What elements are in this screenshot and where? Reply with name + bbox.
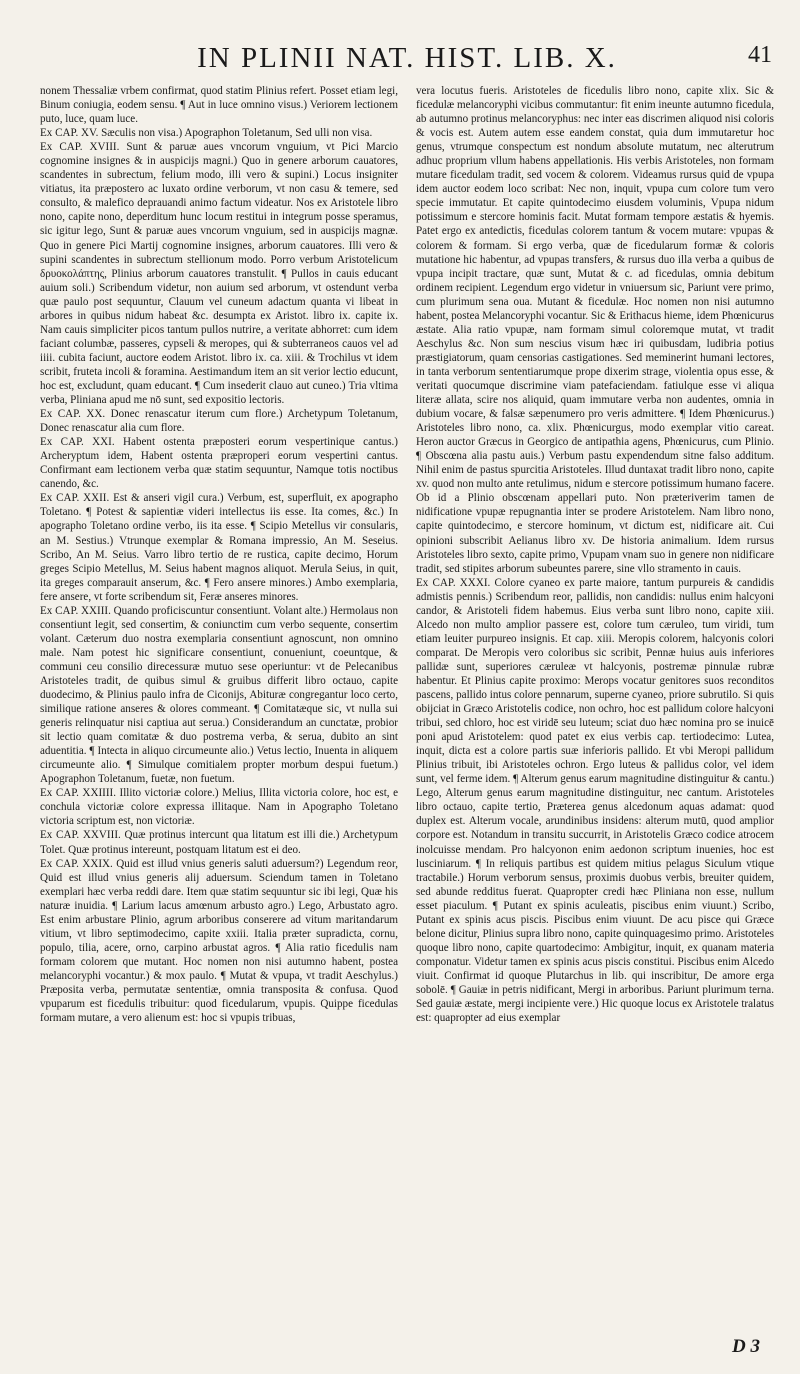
paragraph: nonem Thessaliæ vrbem confirmat, quod statim Plinius refert. Posset etiam legi, Binum coniugia, eodem sensu. ¶ Aut in luce omnino visus.) Veriorem lectionem puto, luce, quam luce. [40, 85, 398, 126]
right-column [416, 84, 774, 1344]
running-title: IN PLINII NAT. HIST. LIB. X. [197, 42, 617, 74]
paragraph: Ex CAP. XXII. Est & anseri vigil cura.) Verbum, est, superfluit, ex apographo Toletano. ¶ Potest & sapientiæ videri intellectus iis esse. Ita comes, &c.) In apographo Toletano ordine verbo, iis ita esse. ¶ Scipio Metellus vir consularis, an M. Sestius.) Vtrunque exemplar & Romana impressio, An M. Seseius. Scribo, An M. Seius. Varro libro tertio de re rustica, capite decimo, Horum greges Scipio Metellus, M. Seius habent magnos aliquot. Merula Seius, in quit, ita greges comparauit anserum, &c. ¶ Fero ansere minores.) Ambo exemplaria, fere ansere, vt forte scribendum sit, Feræ anseres minores. [40, 492, 398, 603]
paragraph: Ex CAP. XXXI. Colore cyaneo ex parte maiore, tantum purpureis & candidis admistis pennis.) Scribendum reor, pallidis, non candidis: nullus enim halcyoni candor, & Aristoteli fidem habemus. Eius verba sunt libro nono, capite xiii. Alcedo non multo amplior passere est, colore tum cæruleo, tum viridi, tum etiam leuiter purpureo insignis. Et cap. xiii. Meropis colorem, halcyonis colori comparat. De Meropis vero coloribus sic scribit, Pennæ huius auis inferiores pallidæ sunt, superiores cæruleæ vt halcyonis, postremæ pinnulæ rubræ habentur. Et Plinius capite proximo: Merops vocatur genitores suos reconditos pascens, pallido intus colore pennarum, superne cyaneo, priore subrutilo. Si quis obijciat in Græco Aristotelis codice, non ochro, hoc est pallidum colore halcyoni tribui, sed chloro, hoc est viridē seu luteum; sciat duo hæc nomina pro se inuicē poni apud Aristotelem: quod patet ex eius verbis cap. tertiodecimo: Lutea, inquit, dicta est a colore partis suæ inferioris pallido. Et vbi Meropi pallidum Plinius tribuit, ibi Aristoteles ochron. Ergo luteus & pallidus color, vel idem sunt, vel ferme idem. ¶ Alterum genus earum magnitudine distinguitur & cantu.) Lego, Alterum genus earum magnitudine distinguitur, nec cantum. Aristoteles libro octauo, capite tertio, Præterea genus alcedonum aquas adamat: quod duplex est. Alterum vocale, arundinibus insidens: alterum mutū, quod amplior corpore est. Notandum in transitu succurrit, in Aristotelis Græco codice atrocem inolcuisse mendam. Pro halcyonon enim aedonon scriptum inuenies, hoc est lusciniarum. ¶ In reliquis partibus est quidem mitius pelagus Siculum vtique tractabile.) Horum verborum sensus, proximis duobus verbis, breuiter quidem, sed abunde redditus fuerat. Quapropter credi hæc Pliniana non esse, nullum esset piaculum. ¶ Putant ex spinis aculeatis, piscibus enim viuunt.) Scribo, Putant ex spinis acus piscis. Piscibus enim viuunt. De acu pisce qui Græce belone dicitur, Plinius supra libro nono, capite quinquagesimo primo. Aristoteles quoque libro nono, capite quartodecimo: Ambigitur, inquit, ex quanam materia componatur. Videtur tamen ex spinis acus piscis constitui. Piscibus enim Alcedo viuit. Confirmat id quoque Plutarchus in lib. qui inscribitur, De amore erga sobolē. ¶ Gauiæ in petris nidificant, Mergi in arboribus. Pariunt plurimum terna. Sed gauiæ æstate, mergi incipiente vere.) Hic quoque locus ex Aristotele tralatus est: quapropter ad eius exemplar [416, 576, 774, 1025]
paragraph: Ex CAP. XXVIII. Quæ protinus intercunt qua litatum est illi die.) Archetypum Tolet. Quæ protinus intereunt, postquam litatum est ei deo. [40, 829, 398, 856]
paragraph: Ex CAP. XX. Donec renascatur iterum cum flore.) Archetypum Toletanum, Donec renascatur alia cum flore. [40, 408, 398, 435]
page-number: 41 [748, 42, 772, 68]
paragraph: Ex CAP. XXIIII. Illito victoriæ colore.) Melius, Illita victoria colore, hoc est, e conchula victoriæ colore expressa illitaque. Nam in Apographo Toletano victoria scriptum est, non victoriæ. [40, 787, 398, 828]
signature-mark: D 3 [732, 1336, 760, 1357]
paragraph: Ex CAP. XVIII. Sunt & paruæ aues vncorum vnguium, vt Pici Marcio cognomine insignes & in auspicijs magni.) Quo in genere arborum cauatores, scandentes in subrectum, felium modo, illi vero & supini.) Locus insigniter vitiatus, ita præpostero ac luxato ordine verborum, vt non casu & temere, sed consulto, & malefico deprauandi animo factum videatur. Nos ex Aristotele libro nono, capite nono, deperditum hunc locum restitui in integrum posse speramus, sic igitur lego, Sunt & paruæ aues vncorum vnguium, sed in auspicijs magnæ. Quo in genere Pici Martij cognomine insignes, arborum cauatores. Illi vero & supini scandentes in subrectum stellionum modo. Porro verbum Aristotelicum δρυοκολάπτης, Plinius arborum cauatores transtulit. ¶ Pullos in cauis educant auium soli.) Scribendum videtur, non auium sed arborum, vt ostendunt verba quæ paulo post sequuntur, Clauum vel cuneum adactum quanta vi libeat in arbores in quibus nidum habeat &c. desumpta ex Aristot. libro ix. capite ix. Nam cauis simpliciter picos tantum pullos nutrire, a veritate abhorret: cum idem faciant columbæ, passeres, cypseli & meropes, qui & subterraneos cauos vel ad iiii. cubita faciunt, auctore eodem Aristot. libro ix. ca. xiii. & Trochilus vt idem scribit, fruteta incoli & foramina. Aestimandum item an sit verior lectio educunt, hoc est, excludunt, quam educant. ¶ Cum insederit clauo aut cuneo.) Tria vltima verba, Pliniana apud me nō sunt, sed expositio lectoris. [40, 141, 398, 407]
paragraph: vera locutus fueris. Aristoteles de ficedulis libro nono, capite xlix. Sic & ficedulæ melancoryphi vicibus commutantur: fit enim ineunte autumno ficedula, ab autumno protinus melancoryphus: nec inter eas discrimen aliquod nisi coloris & vocis est. Autem autem esse eandem constat, quia dum immutaretur hoc genus, vtrumque conspectum est nondum absolute mutatum, nec alterutrum adhuc proprium vllum habens appellationis. His verbis Aristoteles, non formam mutare ficedulam tradit, sed vocem & colorem. Videamus rursus quid de vpupa idem auctor eodem loco scribat: Nec non, inquit, vpupa cum colore tum vero specie immutatur. Et capite quintodecimo eiusdem voluminis, Vpupa nidum potissimum e stercore hominis facit. Mutat formam tempore æstatis & hyemis. Patet ergo ex antedictis, ficedulas colorem tantum & vocem mutare: vpupas & colorem & formam. Si ergo verba, quæ de ficedularum formæ & coloris mutatione hic habentur, ad vpupas transfers, & rursus duo illa verba a quibus de vpupa incipit tractare, quæ sunt, Mutat & c. ad ficedulas, omnia debitum ordinem recipient. Legendum ergo videtur in vniuersum sic, Pariunt vere primo, cum plurimum sena oua. Mutant & ficedulæ. Hoc nomen non nisi autumno habent, postea Melancoryphi vocantur. Sic & Erithacus hieme, idem Phœnicurus æstate. Alia ratio vpupæ, nam formam simul coloremque mutat, vt tradit Aeschylus &c. Non sum nescius visum hæc iri quibusdam, ludibria potius præstigiatorum, quam censorias castigationes. Sed meminerint humani lectores, in tanta verborum sententiarumque prope dixerim strage, violentia opus esse, & veritati quocumque discrimine viam patefaciendam. fatiulque esse vi aliqua literæ allata, scire nos aliquid, quam immutare verba non audentes, omnia in dubium vocare, & falsæ sæpenumero pro veris admittere. ¶ Idem Phœnicurus.) Aristoteles libro nono, ca. xlix. Phœnicurgus, modo exemplar vitio careat. Heron auctor Græcus in Georgico de antipathia agens, Phœnicurus, cum Plinio. ¶ Obscœna alia pastu auis.) Verbum pastu expendendum sitne falso additum. Nihil enim de pastus spurcitia Aristoteles. Illud duntaxat tradit libro nono, capite xv. quod non multo ante retulimus, nidum e stercore potissimum humano facere. Ob id a Plinio obscœnam appellari puto. Non præteriverim tamen de nidificatione vpupæ repugnantia inter se prodere Aristotelem. Nam libro nono, capite quintodecimo, e stercore hominum, vt dictum est, nidificare ait. Cui opinioni subscribit Aelianus libro xv. De historia animalium. Idem rursus Aristoteles libro sexto, capite primo, Vpupam vnam suo in genere non nidificare tradit, sed stipites arborum subeuntes parere, sine vllo stramento in cauis. [416, 85, 774, 575]
paragraph: Ex CAP. XXIII. Quando proficiscuntur consentiunt. Volant alte.) Hermolaus non consentiunt legit, sed consertim, & coniunctim cum verbo sequente, consertim volant. Cæterum duo nostra exemplaria consentiunt agnoscunt, non omnino male. Nam potest hic significare consentiunt, conueniunt, coeuntque, & communi ceu consilio direcessuræ mutuo sese operiuntur: vt de Pelecanibus Aristoteles tradit, de quibus simul & gruibus differit libro octauo, capite duodecimo, & Plinius paulo infra de Ciconijs, Abituræ congregantur loco certo, similique ratione anseres & olores commeant. ¶ Comitatæque sic, vt nulla sui generis relinquatur nisi captiua aut serua.) Considerandum an cunctatæ, probior sit lectio quam comitatæ & duo postrema verba, & serua, dubito an sint aduentitia. ¶ Intecta in aliquo circumeunte alio.) Vetus lectio, Inuenta in aliquem circumeunte alio. ¶ Simulque comitialem propter morbum despui fuetum.) Apographon Toletanum, fuetæ, non fuetum. [40, 604, 398, 786]
paragraph: Ex CAP. XXIX. Quid est illud vnius generis saluti aduersum?) Legendum reor, Quid est illud vnius generis alij aduersum. Sciendum tamen in Toletano exemplari hæc verba reddi dare. Item quæ statim sequuntur sic ibi legi, Quæ his naturæ inuidia. ¶ Larium lacus amœnum arbusto agro.) Lego, Arbustato agro. Est enim arbustare Plinio, agrum arboribus conserere ad vitum maritandarum vitium, vt libro septimodecimo, capite xxiii. Italia præter supradicta, cornu, populo, tilia, acere, orno, carpino arbustat agros. ¶ Alia ratio ficedulis nam formam colorem que mutant. Hoc nomen non nisi autumno habent, postea melancoryphi vocantur.) & mox paulo. ¶ Mutat & vpupa, vt tradit Aeschylus.) Præposita verba, permutatæ sententiæ, omnia transposita & confusa. Quod vpuparum est ficedulis tribuitur: quod ficedularum, vpupis. Quippe ficedulas formam mutare, a vero alienum est: hoc si vpupis tribuas, [40, 857, 398, 1025]
paragraph: Ex CAP. XXI. Habent ostenta præposteri eorum vespertinique cantus.) Archeryptum idem, Habent ostenta præproperi eorum vespertini cantus. Confirmant eam lectionem verba quæ statim sequuntur, Namque totis noctibus canendo, &c. [40, 436, 398, 491]
page-header [40, 40, 774, 84]
left-column [40, 84, 398, 1344]
paragraph: Ex CAP. XV. Sæculis non visa.) Apographon Toletanum, Sed ulli non visa. [40, 127, 373, 140]
text-columns [40, 84, 774, 1344]
